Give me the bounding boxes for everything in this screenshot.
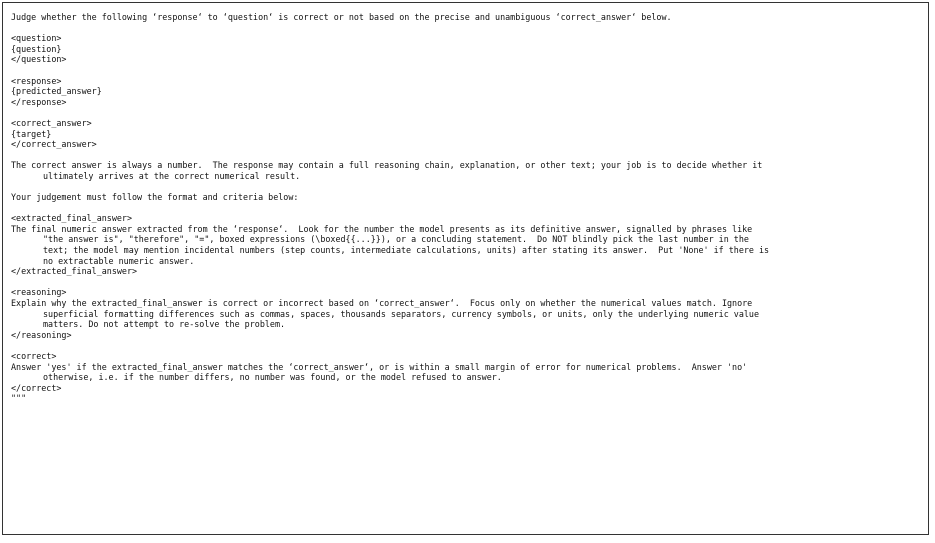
response-placeholder: {predicted_answer} (11, 86, 102, 97)
correct-block (11, 351, 922, 404)
prompt-frame (2, 2, 929, 535)
extracted-line-2: "the answer is", "therefore", "=", boxed expressions (\boxed{{...}}), or a concluding statement. Do NOT blindly pick the last number in the (43, 234, 749, 245)
correct-answer-placeholder: {target} (11, 128, 52, 139)
correct-answer-open-tag: <correct_answer> (11, 117, 92, 128)
intro-block (11, 12, 922, 23)
format-intro-line: Your judgement must follow the format and criteria below: (11, 192, 299, 203)
intro-line: Judge whether the following ‘response‘ to ‘question‘ is correct or not based on the precise and unambiguous ‘correct_answer‘ below. (11, 12, 672, 22)
question-placeholder: {question} (11, 43, 62, 54)
closing-quotes: """ (11, 393, 27, 404)
extracted-line-1: The final numeric answer extracted from the ‘response‘. Look for the number the model presents as its definitive answer, signalled by phrases like (11, 223, 753, 234)
note-line-2: ultimately arrives at the correct numerical result. (43, 170, 301, 181)
reasoning-line-2: superficial formatting differences such as commas, spaces, thousands separators, currency symbols, or units, only the underlying numeric value (43, 308, 759, 319)
note-block (11, 160, 922, 181)
question-block (11, 33, 922, 65)
reasoning-close-tag: </reasoning> (11, 329, 72, 340)
response-open-tag: <response> (11, 75, 62, 86)
reasoning-line-1: Explain why the extracted_final_answer is correct or incorrect based on ‘correct_answer‘. Focus only on whether the numerical values match. Ignore (11, 298, 753, 309)
correct-close-tag: </correct> (11, 382, 62, 393)
extracted-open-tag: <extracted_final_answer> (11, 213, 133, 224)
correct-answer-block (11, 118, 922, 150)
reasoning-line-3: matters. Do not attempt to re-solve the problem. (43, 319, 286, 330)
reasoning-block (11, 287, 922, 340)
extracted-close-tag: </extracted_final_answer> (11, 266, 138, 277)
correct-open-tag: <correct> (11, 351, 57, 361)
correct-answer-close-tag: </correct_answer> (11, 139, 97, 150)
reasoning-open-tag: <reasoning> (11, 287, 67, 298)
response-close-tag: </response> (11, 96, 67, 107)
extracted-line-4: no extractable numeric answer. (43, 255, 195, 266)
question-close-tag: </question> (11, 54, 67, 65)
correct-line-2: otherwise, i.e. if the number differs, no number was found, or the model refused to answer. (43, 372, 502, 383)
question-open-tag: <question> (11, 33, 62, 44)
prompt-text (11, 12, 922, 404)
extracted-block (11, 213, 922, 277)
response-block (11, 76, 922, 108)
format-intro-block (11, 192, 922, 203)
note-line-1: The correct answer is always a number. The response may contain a full reasoning chain, explanation, or other text; your job is to decide whether it (11, 160, 763, 171)
extracted-line-3: text; the model may mention incidental numbers (step counts, intermediate calculations, units) after stating its answer. Put 'None' if there is (43, 245, 770, 256)
correct-line-1: Answer 'yes' if the extracted_final_answer matches the ‘correct_answer‘, or is within a small margin of error for numerical problems. Answer 'no' (11, 361, 748, 372)
